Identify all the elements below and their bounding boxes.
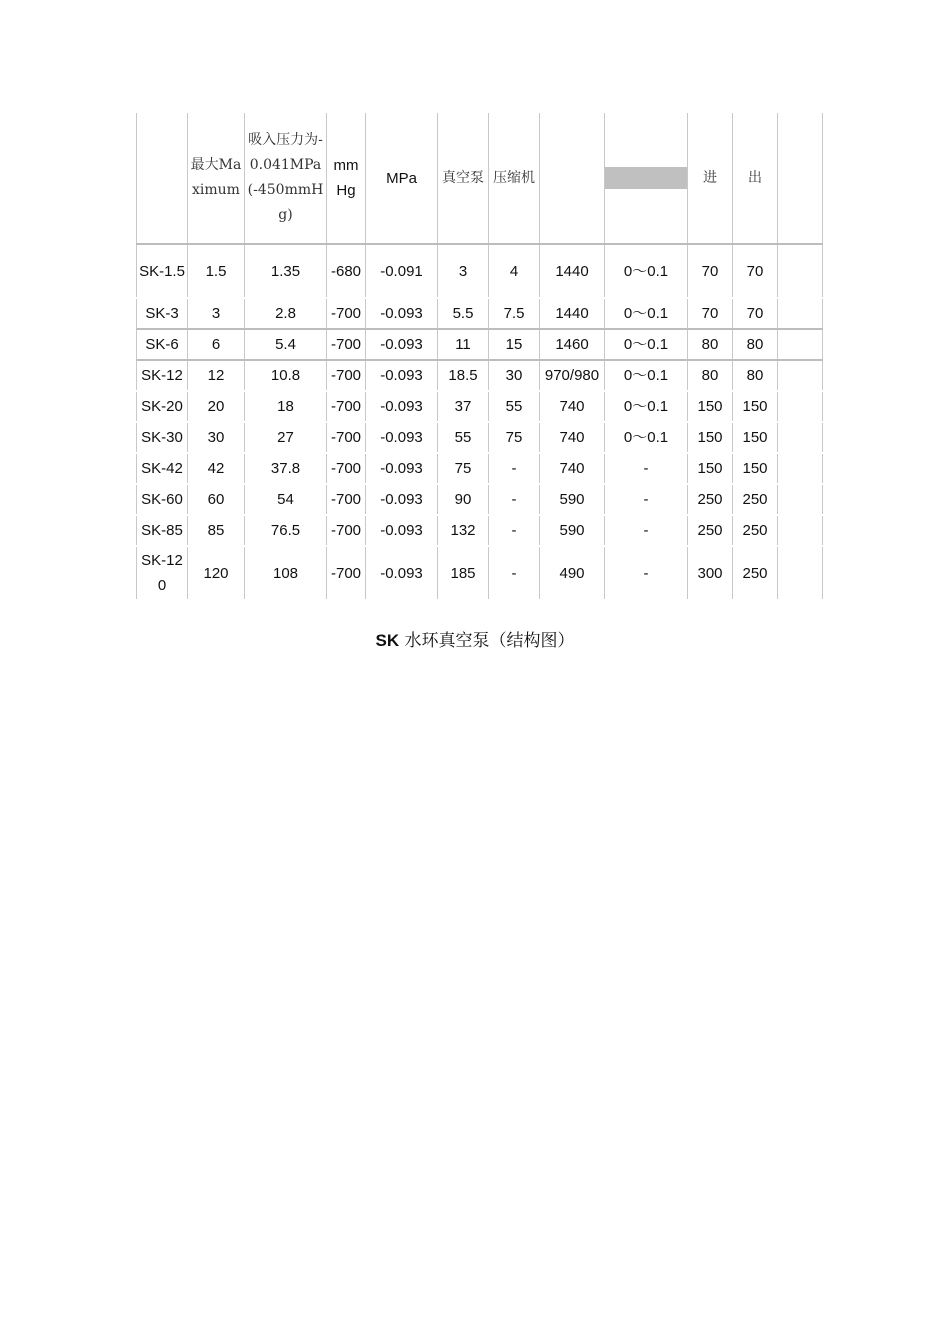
cell-extra	[778, 360, 823, 391]
table-body	[137, 244, 823, 599]
cell-vacuum-pump-power: 3	[438, 244, 489, 298]
header-cell-outlet: 出	[733, 113, 778, 244]
cell-vacuum-pump-power: 18.5	[438, 360, 489, 391]
cell-vacuum-pump-power: 5.5	[438, 298, 489, 329]
cell-mpa: -0.093	[366, 329, 438, 360]
cell-extra	[778, 453, 823, 484]
cell-vacuum-pump-power: 37	[438, 391, 489, 422]
header-cell-max-capacity: 最大Maximum	[188, 113, 245, 244]
cell-mpa: -0.093	[366, 422, 438, 453]
cell-suction-capacity: 108	[245, 546, 327, 599]
cell-vacuum-pump-power: 90	[438, 484, 489, 515]
cell-vacuum-pump-power: 11	[438, 329, 489, 360]
table-row	[137, 422, 823, 453]
cell-inlet: 80	[688, 360, 733, 391]
cell-mmhg: -700	[327, 515, 366, 546]
cell-compressor-power: 7.5	[489, 298, 540, 329]
cell-compressor-power: 15	[489, 329, 540, 360]
cell-compressor-power: 30	[489, 360, 540, 391]
cell-extra	[778, 546, 823, 599]
cell-extra	[778, 515, 823, 546]
cell-pressure-range: -	[605, 546, 688, 599]
cell-mmhg: -680	[327, 244, 366, 298]
cell-mmhg: -700	[327, 546, 366, 599]
cell-max-capacity: 20	[188, 391, 245, 422]
cell-suction-capacity: 27	[245, 422, 327, 453]
cell-compressor-power: -	[489, 515, 540, 546]
cell-mmhg: -700	[327, 484, 366, 515]
cell-mmhg: -700	[327, 391, 366, 422]
cell-model: SK-6	[137, 329, 188, 360]
cell-inlet: 300	[688, 546, 733, 599]
cell-extra	[778, 244, 823, 298]
cell-inlet: 80	[688, 329, 733, 360]
cell-speed: 740	[540, 391, 605, 422]
cell-speed: 1440	[540, 244, 605, 298]
header-cell-inlet: 进	[688, 113, 733, 244]
cell-max-capacity: 30	[188, 422, 245, 453]
cell-pressure-range: -	[605, 515, 688, 546]
cell-compressor-power: 75	[489, 422, 540, 453]
cell-inlet: 150	[688, 391, 733, 422]
cell-outlet: 250	[733, 515, 778, 546]
cell-mmhg: -700	[327, 360, 366, 391]
cell-max-capacity: 1.5	[188, 244, 245, 298]
cell-pressure-range: 0～0.1	[605, 244, 688, 298]
cell-compressor-power: 4	[489, 244, 540, 298]
cell-pressure-range: -	[605, 453, 688, 484]
cell-model: SK-85	[137, 515, 188, 546]
cell-max-capacity: 12	[188, 360, 245, 391]
figure-caption	[0, 626, 950, 651]
cell-outlet: 150	[733, 391, 778, 422]
cell-mpa: -0.093	[366, 515, 438, 546]
cell-inlet: 150	[688, 453, 733, 484]
cell-extra	[778, 484, 823, 515]
cell-vacuum-pump-power: 185	[438, 546, 489, 599]
cell-mmhg: -700	[327, 422, 366, 453]
cell-model: SK-30	[137, 422, 188, 453]
header-gray-bar	[605, 167, 687, 189]
cell-max-capacity: 6	[188, 329, 245, 360]
table-row	[137, 546, 823, 599]
cell-mpa: -0.093	[366, 453, 438, 484]
table-row	[137, 298, 823, 329]
spec-table	[136, 113, 823, 599]
cell-speed: 740	[540, 422, 605, 453]
cell-mmhg: -700	[327, 298, 366, 329]
cell-outlet: 80	[733, 360, 778, 391]
cell-suction-capacity: 54	[245, 484, 327, 515]
cell-pressure-range: 0～0.1	[605, 360, 688, 391]
cell-inlet: 150	[688, 422, 733, 453]
cell-mpa: -0.093	[366, 391, 438, 422]
cell-model: SK-120	[137, 546, 188, 599]
cell-speed: 1460	[540, 329, 605, 360]
cell-outlet: 250	[733, 546, 778, 599]
header-cell-compressor: 压缩机	[489, 113, 540, 244]
header-cell-model	[137, 113, 188, 244]
cell-mpa: -0.093	[366, 360, 438, 391]
cell-speed: 590	[540, 515, 605, 546]
cell-model: SK-12	[137, 360, 188, 391]
cell-speed: 590	[540, 484, 605, 515]
table-row	[137, 391, 823, 422]
cell-outlet: 150	[733, 453, 778, 484]
cell-max-capacity: 42	[188, 453, 245, 484]
cell-compressor-power: 55	[489, 391, 540, 422]
cell-mmhg: -700	[327, 453, 366, 484]
cell-extra	[778, 422, 823, 453]
cell-outlet: 70	[733, 298, 778, 329]
cell-speed: 490	[540, 546, 605, 599]
table-row	[137, 244, 823, 298]
table-header-row	[137, 113, 823, 244]
cell-outlet: 250	[733, 484, 778, 515]
table-row	[137, 360, 823, 391]
cell-suction-capacity: 1.35	[245, 244, 327, 298]
cell-suction-capacity: 76.5	[245, 515, 327, 546]
cell-suction-capacity: 37.8	[245, 453, 327, 484]
cell-compressor-power: -	[489, 453, 540, 484]
cell-max-capacity: 60	[188, 484, 245, 515]
cell-model: SK-42	[137, 453, 188, 484]
cell-suction-capacity: 5.4	[245, 329, 327, 360]
cell-inlet: 250	[688, 484, 733, 515]
caption-model-prefix: SK	[375, 631, 400, 650]
cell-speed: 740	[540, 453, 605, 484]
header-cell-pressure	[605, 113, 688, 244]
cell-speed: 1440	[540, 298, 605, 329]
table-row	[137, 453, 823, 484]
cell-outlet: 70	[733, 244, 778, 298]
header-cell-speed	[540, 113, 605, 244]
cell-pressure-range: 0～0.1	[605, 422, 688, 453]
header-cell-mpa: MPa	[366, 113, 438, 244]
cell-pressure-range: 0～0.1	[605, 329, 688, 360]
cell-compressor-power: -	[489, 546, 540, 599]
cell-extra	[778, 391, 823, 422]
cell-inlet: 70	[688, 244, 733, 298]
cell-max-capacity: 120	[188, 546, 245, 599]
header-cell-vacuum-pump: 真空泵	[438, 113, 489, 244]
cell-pressure-range: 0～0.1	[605, 298, 688, 329]
cell-vacuum-pump-power: 132	[438, 515, 489, 546]
cell-max-capacity: 3	[188, 298, 245, 329]
header-cell-mmhg: mmHg	[327, 113, 366, 244]
table-row	[137, 484, 823, 515]
cell-mpa: -0.093	[366, 298, 438, 329]
caption-text: 水环真空泵（结构图）	[399, 631, 575, 651]
cell-inlet: 70	[688, 298, 733, 329]
cell-outlet: 80	[733, 329, 778, 360]
header-cell-extra	[778, 113, 823, 244]
cell-max-capacity: 85	[188, 515, 245, 546]
cell-speed: 970/980	[540, 360, 605, 391]
cell-vacuum-pump-power: 75	[438, 453, 489, 484]
cell-pressure-range: -	[605, 484, 688, 515]
cell-outlet: 150	[733, 422, 778, 453]
cell-pressure-range: 0～0.1	[605, 391, 688, 422]
table-row	[137, 329, 823, 360]
cell-mpa: -0.093	[366, 484, 438, 515]
cell-model: SK-3	[137, 298, 188, 329]
cell-compressor-power: -	[489, 484, 540, 515]
cell-model: SK-20	[137, 391, 188, 422]
header-cell-suction-capacity: 吸入压力为-0.041MPa(-450mmHg)	[245, 113, 327, 244]
cell-model: SK-60	[137, 484, 188, 515]
table-row	[137, 515, 823, 546]
cell-vacuum-pump-power: 55	[438, 422, 489, 453]
cell-extra	[778, 329, 823, 360]
cell-mpa: -0.093	[366, 546, 438, 599]
cell-suction-capacity: 10.8	[245, 360, 327, 391]
cell-model: SK-1.5	[137, 244, 188, 298]
cell-inlet: 250	[688, 515, 733, 546]
cell-mmhg: -700	[327, 329, 366, 360]
cell-mpa: -0.091	[366, 244, 438, 298]
cell-suction-capacity: 2.8	[245, 298, 327, 329]
cell-suction-capacity: 18	[245, 391, 327, 422]
cell-extra	[778, 298, 823, 329]
